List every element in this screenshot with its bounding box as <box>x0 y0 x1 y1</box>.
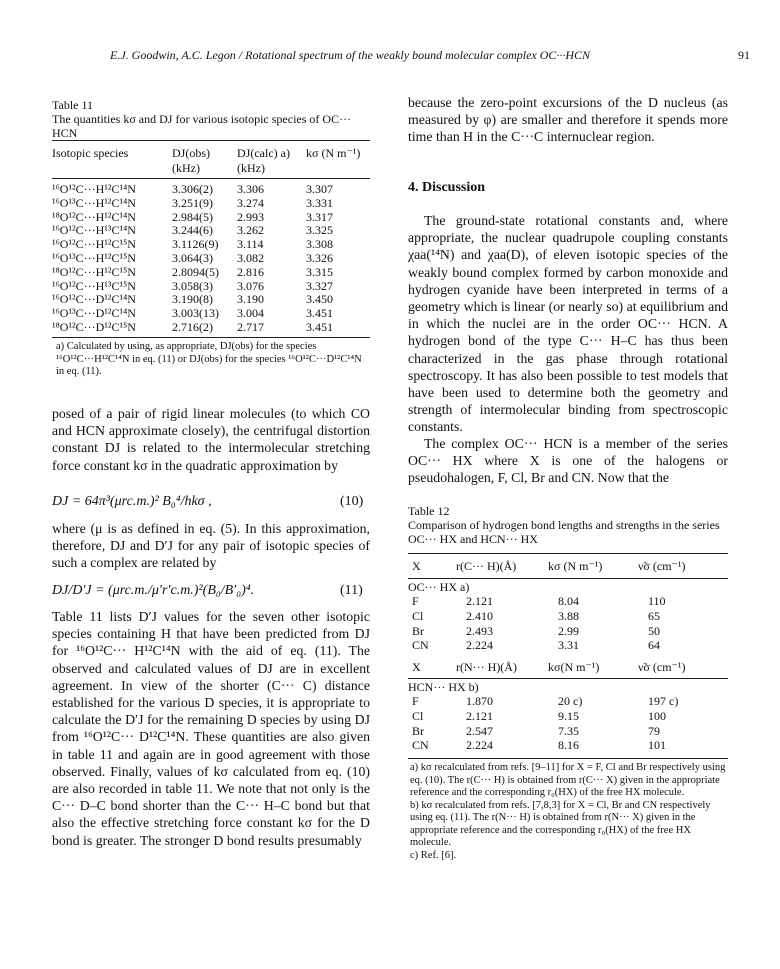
table12-header-cell: X <box>412 660 421 674</box>
table11-cell: 3.306(2) <box>172 182 213 196</box>
running-title: E.J. Goodwin, A.C. Legon / Rotational spectrum of the weakly bound molecular complex OC···HCN <box>110 48 591 62</box>
table12-rule-1 <box>408 578 728 579</box>
table11-header: kσ (N m⁻¹) <box>306 146 361 160</box>
table12-group-1: OC··· HX a) <box>408 580 470 594</box>
discussion-paragraph-2: The complex OC··· HCN is a member of the series OC··· HX where X is one of the halogens or pseudohalogen, F, Cl, Br and CN. Now that the <box>408 436 728 486</box>
table11-bottom-rule <box>52 337 370 338</box>
table12-header-1 <box>408 559 728 575</box>
table12-cell: 3.88 <box>558 608 579 623</box>
table12-header-2 <box>408 660 728 676</box>
table11-cell: ¹⁶O¹²C···H¹³C¹⁵N <box>52 278 136 293</box>
equation-11-number: (11) <box>340 583 363 598</box>
equation-10: DJ = 64π³(μrc.m.)² B₀⁴/hkσ , <box>52 494 212 509</box>
table12-cell: 2.547 <box>466 723 493 738</box>
table12-cell: 2.121 <box>466 594 493 608</box>
table11-cell: 3.058(3) <box>172 278 213 293</box>
right-top-paragraph: because the zero-point excursions of the D nucleus (as measured by φ) are smaller and therefore it spends more time than H in the C···C internuclear region. <box>408 95 728 145</box>
table12-bottom-rule <box>408 758 728 759</box>
table12-cell: 3.31 <box>558 638 579 653</box>
equation-11: DJ/D′J = (μrc.m./μ′r′c.m.)²(B₀/B′₀)⁴. <box>52 583 255 598</box>
table11-cell: ¹⁶O¹³C···H¹²C¹⁴N <box>52 195 136 210</box>
table11-cell: 2.816 <box>237 264 264 279</box>
table12-cell: CN <box>412 638 429 653</box>
left-paragraph-3: Table 11 lists D′J values for the seven other isotopic species containing H that have been predicted from DJ for ¹⁶O¹²C··· H¹²C¹⁴N with the aid of eq. (11). The observed and calculated values of DJ are in excellent agreement. In view of the shorter (C··· C) distance established for the various D species, it is appropriate to calculate the D′J for the remaining D species by using DJ from ¹⁶O¹²C··· D¹²C¹⁴N. These quantities are also given in table 11 and again are in good agreement with those observed. Finally, values of kσ calculated from eq. (10) are also recorded in table 11. We note that not only is the C··· D–C bond shorter than the C··· H–C bond but that also the effective stretching force constant kσ for the D bond is greater. The stronger D bond results presumably <box>52 609 370 848</box>
table11-cell: 3.064(3) <box>172 251 213 265</box>
discussion-paragraph-1: The ground-state rotational constants and, where appropriate, the nuclear quadrupole coupling constants χaa(¹⁴N) and χaa(D), of eleven isotopic species of the weakly bound complex formed by carbon monoxide and hydrogen cyanide have been interpreted in terms of a geometry which is linear (or nearly so) at equilibrium and in which the nuclei are in the order OC··· HCN. A hydrogen bond of the type C··· H–C has thus been characterized in the gas phase through rotational spectroscopy. It has also been possible to test models that have been used to determine both the geometry and strength of intermolecular binding from spectroscopic constants. <box>408 213 728 435</box>
table11-cell: 3.327 <box>306 278 333 293</box>
table11-cell: 3.003(13) <box>172 306 219 321</box>
table12-cell: F <box>412 594 419 608</box>
table12-header-cell: ν̃σ (cm⁻¹) <box>638 660 686 674</box>
left-paragraph-2: where (μ is as defined in eq. (5). In this approximation, therefore, DJ and D′J for any pair of isotopic species of such a complex are related by <box>52 521 370 571</box>
table12-cell: 2.224 <box>466 738 493 753</box>
table11-cell: ¹⁶O¹²C···D¹²C¹⁴N <box>52 292 136 307</box>
table12-top-rule <box>408 553 728 554</box>
table12-header-cell: r(N··· H)(Å) <box>456 660 517 674</box>
table11-label: Table 11 <box>52 98 94 112</box>
table11-cell: 3.450 <box>306 292 333 307</box>
table11-cell: 3.307 <box>306 182 333 196</box>
table12-header-cell: ν̃σ (cm⁻¹) <box>638 559 686 573</box>
table12-cell: 20 c) <box>558 694 583 708</box>
table12-rule-2 <box>408 678 728 679</box>
table12-cell: 8.16 <box>558 738 579 753</box>
table11-cell: 3.004 <box>237 306 264 321</box>
table12-cell: 64 <box>648 638 660 653</box>
table11-cell: 3.331 <box>306 195 333 210</box>
table11-header: DJ(obs) (kHz) <box>172 146 210 175</box>
table11-cell: ¹⁶O¹²C···H¹²C¹⁴N <box>52 182 136 196</box>
table11-header: DJ(calc) a) (kHz) <box>237 146 290 175</box>
table11-cell: 3.076 <box>237 278 264 293</box>
table11-cell: ¹⁸O¹²C···D¹²C¹⁵N <box>52 320 136 334</box>
table12-footnote: b) kσ recalculated from refs. [7,8,3] for X = Cl, Br and CN respectively using eq. (11). The r(N··· H) is obtained from r(N··· X) given in the appropriate reference and the corresponding r₀(HX) of the free HX molecule. <box>410 799 711 848</box>
table11-cell: 3.190 <box>237 292 264 307</box>
table12-cell: CN <box>412 738 429 753</box>
table12-cell: Cl <box>412 708 424 723</box>
table11-cell: ¹⁶O¹³C···D¹²C¹⁴N <box>52 306 136 321</box>
table11-cell: 3.315 <box>306 264 333 279</box>
table12-cell: 7.35 <box>558 723 579 738</box>
table11-cell: 3.451 <box>306 320 333 334</box>
left-paragraph-1: posed of a pair of rigid linear molecules (to which CO and HCN approximate closely), the centrifugal distortion constant DJ is related to the intermolecular stretching force constant kσ in the quadratic approximation by <box>52 406 370 473</box>
table11-cell: 3.451 <box>306 306 333 321</box>
table12-footnote: a) kσ recalculated from refs. [9–11] for X = F, Cl and Br respectively using eq. (10). The r(C··· H) is obtained from r(C··· X) given in the appropriate reference and the corresponding r₀(HX) of the free HX molecule. <box>410 762 726 798</box>
table12 <box>408 556 728 861</box>
table12-cell: 79 <box>648 723 660 738</box>
table12-cell: 2.410 <box>466 608 493 623</box>
section-heading: 4. Discussion <box>408 180 486 195</box>
table12-cell: 65 <box>648 608 660 623</box>
table11-cell: 2.984(5) <box>172 209 213 224</box>
table12-cell: 2.224 <box>466 638 493 653</box>
table12-cell: 100 <box>648 708 666 723</box>
table12-caption-block <box>408 504 728 546</box>
table11-cell: 3.326 <box>306 251 333 265</box>
table12-cell: 9.15 <box>558 708 579 723</box>
table11-header-rule <box>52 178 370 179</box>
table11-cell: 3.325 <box>306 223 333 238</box>
table12-cell: 50 <box>648 623 660 638</box>
table11-caption: The quantities kσ and DJ for various isotopic species of OC··· HCN <box>52 112 352 140</box>
table11-cell: 3.114 <box>237 237 264 252</box>
table11-cell: ¹⁶O¹²C···H¹²C¹⁵N <box>52 237 136 252</box>
table11-cell: 2.717 <box>237 320 264 334</box>
table11-cell: 3.1126(9) <box>172 237 219 252</box>
table11-cell: 2.716(2) <box>172 320 213 334</box>
table12-header-cell: kσ (N m⁻¹) <box>548 559 603 573</box>
table12-cell: 8.04 <box>558 594 579 608</box>
table12-header-cell: kσ(N m⁻¹) <box>548 660 600 674</box>
table12-cell: 2.493 <box>466 623 493 638</box>
table11-cell: 2.993 <box>237 209 264 224</box>
table11-cell: 3.262 <box>237 223 264 238</box>
table11-cell: ¹⁸O¹²C···H¹²C¹⁵N <box>52 264 136 279</box>
table12-cell: Br <box>412 723 424 738</box>
table11-cell: ¹⁶O¹³C···H¹²C¹⁵N <box>52 251 136 265</box>
table11-cell: 3.251(9) <box>172 195 213 210</box>
table12-caption: Comparison of hydrogen bond lengths and strengths in the series OC··· HX and HCN··· HX <box>408 518 720 546</box>
table12-cell: 2.121 <box>466 708 493 723</box>
table11-cell: 3.082 <box>237 251 264 265</box>
table11-cell: 3.306 <box>237 182 264 196</box>
page-number: 91 <box>738 48 750 62</box>
table12-footnote: c) Ref. [6]. <box>410 849 457 861</box>
table11-cell: 3.244(6) <box>172 223 213 238</box>
table11-cell: 3.190(8) <box>172 292 213 307</box>
equation-10-number: (10) <box>340 494 364 509</box>
table11 <box>52 144 370 414</box>
table12-cell: F <box>412 694 419 708</box>
table11-cell: 3.308 <box>306 237 333 252</box>
table11-cell: 3.317 <box>306 209 333 224</box>
table12-cell: 101 <box>648 738 666 753</box>
table12-cell: Br <box>412 623 424 638</box>
table12-cell: 110 <box>648 594 666 608</box>
table12-cell: 1.870 <box>466 694 493 708</box>
table12-header-cell: X <box>412 559 421 573</box>
table11-cell: 2.8094(5) <box>172 264 219 279</box>
table11-cell: ¹⁶O¹²C···H¹³C¹⁴N <box>52 223 136 238</box>
table11-footnote: a) Calculated by using, as appropriate, DJ(obs) for the species ¹⁶O¹²C···H¹²C¹⁴N in eq. (11) or DJ(obs) for the species ¹⁶O¹²C···D¹²C¹⁴N in eq. (11). <box>56 341 362 377</box>
table11-header: Isotopic species <box>52 146 129 160</box>
table12-group-2: HCN··· HX b) <box>408 680 479 694</box>
table11-caption-block <box>52 98 352 140</box>
running-header <box>110 48 750 63</box>
table11-cell: ¹⁸O¹²C···H¹²C¹⁴N <box>52 209 136 224</box>
table12-cell: 197 c) <box>648 694 679 708</box>
table12-header-cell: r(C··· H)(Å) <box>456 559 517 573</box>
table12-footnotes <box>410 762 726 862</box>
table11-cell: 3.274 <box>237 195 264 210</box>
table12-cell: 2.99 <box>558 623 579 638</box>
table11-top-rule <box>52 140 370 141</box>
table12-label: Table 12 <box>408 504 450 518</box>
table12-cell: Cl <box>412 608 424 623</box>
